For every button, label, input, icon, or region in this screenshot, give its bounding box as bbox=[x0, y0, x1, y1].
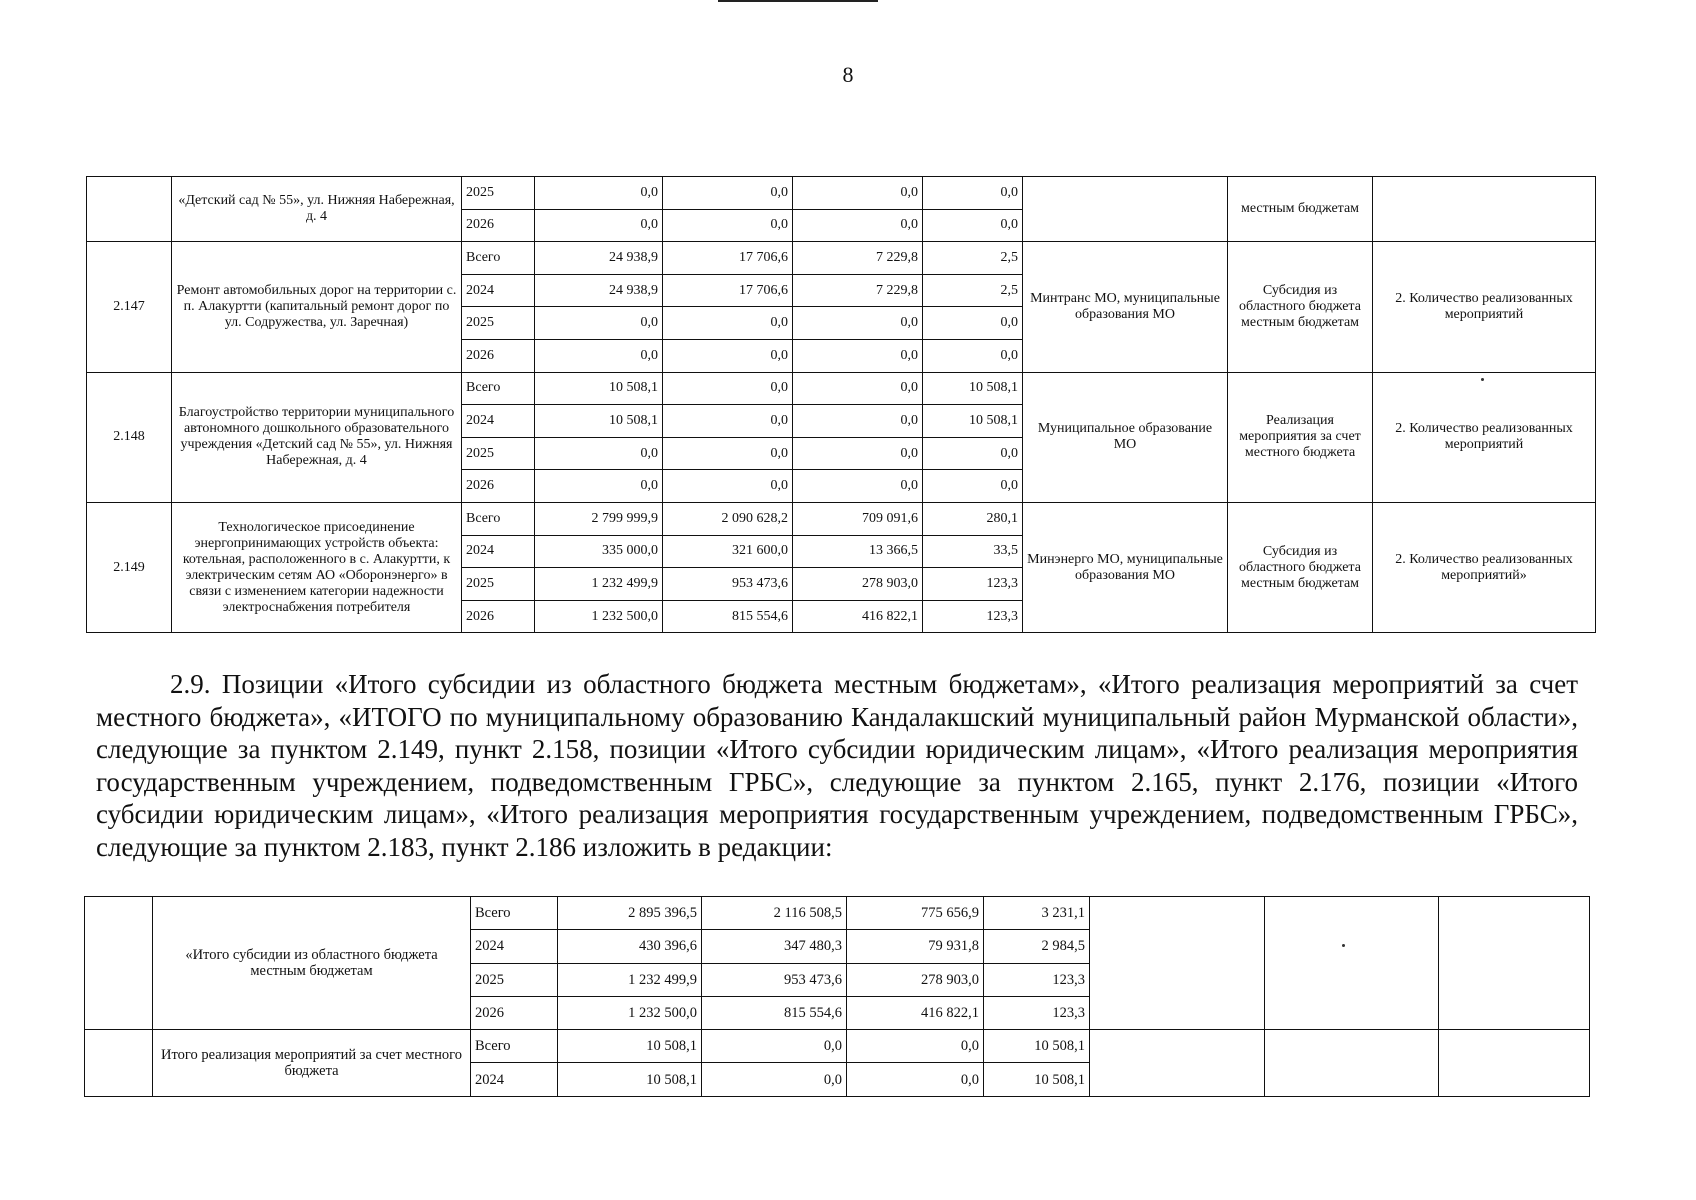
amount-local: 2 984,5 bbox=[984, 930, 1090, 963]
amount-regional: 0,0 bbox=[793, 372, 923, 405]
mechanism-cell: Реализация мероприятия за счет местного бюджета bbox=[1228, 372, 1373, 502]
amount-total: 2 799 999,9 bbox=[535, 502, 663, 535]
year-cell: 2026 bbox=[462, 600, 535, 633]
amount-federal: 953 473,6 bbox=[702, 963, 847, 996]
amount-total: 1 232 499,9 bbox=[558, 963, 702, 996]
amount-total: 1 232 500,0 bbox=[535, 600, 663, 633]
amount-federal: 0,0 bbox=[663, 209, 793, 242]
mechanism-cell: Субсидия из областного бюджета местным бюджетам bbox=[1228, 502, 1373, 632]
amount-regional: 0,0 bbox=[793, 209, 923, 242]
table-row bbox=[85, 897, 1590, 930]
amount-regional: 0,0 bbox=[847, 1030, 984, 1063]
amount-total: 1 232 499,9 bbox=[535, 568, 663, 601]
amount-total: 1 232 500,0 bbox=[558, 996, 702, 1029]
budget-table-continued bbox=[86, 176, 1596, 633]
amount-federal: 347 480,3 bbox=[702, 930, 847, 963]
empty-cell bbox=[1439, 1030, 1590, 1097]
amount-regional: 709 091,6 bbox=[793, 502, 923, 535]
amount-regional: 278 903,0 bbox=[793, 568, 923, 601]
executor-cell: Минтранс МО, муниципальные образования МО bbox=[1023, 242, 1228, 372]
empty-cell bbox=[1090, 897, 1265, 1030]
table-row bbox=[87, 177, 1596, 210]
year-cell: 2026 bbox=[462, 470, 535, 503]
year-cell: Всего bbox=[462, 242, 535, 275]
indicator-cell bbox=[1373, 177, 1596, 242]
year-cell: 2024 bbox=[471, 930, 558, 963]
amount-federal: 0,0 bbox=[702, 1030, 847, 1063]
item-name: Благоустройство территории муниципального автономного дошкольного образовательного учреждения «Детский сад № 55», ул. Нижняя Набережная, д. 4 bbox=[172, 372, 462, 502]
amount-federal: 17 706,6 bbox=[663, 242, 793, 275]
amount-federal: 0,0 bbox=[663, 405, 793, 438]
item-name: Итого реализация мероприятий за счет местного бюджета bbox=[153, 1030, 471, 1097]
executor-cell: Минэнерго МО, муниципальные образования МО bbox=[1023, 502, 1228, 632]
amount-regional: 13 366,5 bbox=[793, 535, 923, 568]
amount-local: 123,3 bbox=[984, 963, 1090, 996]
item-name: Ремонт автомобильных дорог на территории с. п. Алакуртти (капитальный ремонт дорог по ул. Содружества, ул. Заречная) bbox=[172, 242, 462, 372]
amount-regional: 775 656,9 bbox=[847, 897, 984, 930]
amount-local: 10 508,1 bbox=[984, 1030, 1090, 1063]
page-number: 8 bbox=[842, 62, 854, 87]
table-row bbox=[87, 502, 1596, 535]
amount-federal: 815 554,6 bbox=[702, 996, 847, 1029]
amount-regional: 0,0 bbox=[847, 1063, 984, 1096]
amount-regional: 278 903,0 bbox=[847, 963, 984, 996]
amount-regional: 0,0 bbox=[793, 437, 923, 470]
amount-federal: 0,0 bbox=[663, 470, 793, 503]
amount-local: 10 508,1 bbox=[984, 1063, 1090, 1096]
amount-total: 430 396,6 bbox=[558, 930, 702, 963]
amount-regional: 0,0 bbox=[793, 177, 923, 210]
amount-regional: 0,0 bbox=[793, 307, 923, 340]
year-cell: Всего bbox=[462, 502, 535, 535]
indicator-cell: 2. Количество реализованных мероприятий bbox=[1373, 242, 1596, 372]
table-row bbox=[87, 372, 1596, 405]
executor-cell: Муниципальное образование МО bbox=[1023, 372, 1228, 502]
year-cell: 2025 bbox=[462, 568, 535, 601]
amount-regional: 416 822,1 bbox=[847, 996, 984, 1029]
item-number bbox=[87, 177, 172, 242]
amount-local: 123,3 bbox=[923, 600, 1023, 633]
executor-cell bbox=[1023, 177, 1228, 242]
amount-regional: 7 229,8 bbox=[793, 274, 923, 307]
amount-federal: 0,0 bbox=[702, 1063, 847, 1096]
year-cell: Всего bbox=[471, 1030, 558, 1063]
amount-local: 3 231,1 bbox=[984, 897, 1090, 930]
item-number bbox=[85, 897, 153, 1030]
amount-total: 0,0 bbox=[535, 470, 663, 503]
totals-table bbox=[84, 896, 1590, 1097]
amount-total: 10 508,1 bbox=[558, 1063, 702, 1096]
amount-local: 0,0 bbox=[923, 307, 1023, 340]
amount-local: 2,5 bbox=[923, 274, 1023, 307]
empty-cell bbox=[1090, 1030, 1265, 1097]
amount-regional: 7 229,8 bbox=[793, 242, 923, 275]
year-cell: 2024 bbox=[462, 405, 535, 438]
empty-cell bbox=[1265, 1030, 1439, 1097]
amount-local: 123,3 bbox=[984, 996, 1090, 1029]
amount-total: 0,0 bbox=[535, 177, 663, 210]
item-name: Технологическое присоединение энергопринимающих устройств объекта: котельная, расположенного в с. Алакуртти, к электрическим сетям АО «Оборонэнерго» в связи с изменением категории надежности электроснабжения потребителя bbox=[172, 502, 462, 632]
amount-total: 24 938,9 bbox=[535, 242, 663, 275]
item-number: 2.149 bbox=[87, 502, 172, 632]
amount-total: 10 508,1 bbox=[535, 405, 663, 438]
top-rule bbox=[718, 0, 878, 2]
item-number: 2.148 bbox=[87, 372, 172, 502]
year-cell: 2025 bbox=[462, 437, 535, 470]
amount-local: 123,3 bbox=[923, 568, 1023, 601]
amount-local: 33,5 bbox=[923, 535, 1023, 568]
amount-federal: 0,0 bbox=[663, 339, 793, 372]
amount-total: 0,0 bbox=[535, 307, 663, 340]
amount-local: 0,0 bbox=[923, 470, 1023, 503]
table-row bbox=[85, 1030, 1590, 1063]
year-cell: 2026 bbox=[462, 339, 535, 372]
year-cell: 2024 bbox=[462, 535, 535, 568]
year-cell: 2024 bbox=[471, 1063, 558, 1096]
amount-federal: 2 090 628,2 bbox=[663, 502, 793, 535]
indicator-cell: 2. Количество реализованных мероприятий bbox=[1373, 372, 1596, 502]
amount-total: 335 000,0 bbox=[535, 535, 663, 568]
scan-speck bbox=[1342, 944, 1345, 947]
mechanism-cell: Субсидия из областного бюджета местным бюджетам bbox=[1228, 242, 1373, 372]
amendment-paragraph: 2.9. Позиции «Итого субсидии из областного бюджета местным бюджетам», «Итого реализация мероприятий за счет местного бюджета», «ИТОГО по муниципальному образованию Кандалакшский муниципальный район Мурманской области», следующие за пунктом 2.149, пункт 2.158, позиции «Итого субсидии юридическим лицам», «Итого реализация мероприятия государственным учреждением, подведомственным ГРБС», следующие за пунктом 2.165, пункт 2.176, позиции «Итого субсидии юридическим лицам», «Итого реализация мероприятия государственным учреждением, подведомственным ГРБС», следующие за пунктом 2.183, пункт 2.186 изложить в редакции: bbox=[96, 669, 1578, 862]
amount-total: 0,0 bbox=[535, 437, 663, 470]
amount-total: 0,0 bbox=[535, 209, 663, 242]
amount-regional: 416 822,1 bbox=[793, 600, 923, 633]
amount-total: 24 938,9 bbox=[535, 274, 663, 307]
amount-total: 10 508,1 bbox=[535, 372, 663, 405]
amount-local: 10 508,1 bbox=[923, 405, 1023, 438]
amount-total: 10 508,1 bbox=[558, 1030, 702, 1063]
mechanism-cell: местным бюджетам bbox=[1228, 177, 1373, 242]
empty-cell bbox=[1439, 897, 1590, 1030]
amount-regional: 0,0 bbox=[793, 405, 923, 438]
amount-regional: 79 931,8 bbox=[847, 930, 984, 963]
amount-local: 2,5 bbox=[923, 242, 1023, 275]
amount-federal: 953 473,6 bbox=[663, 568, 793, 601]
amount-local: 0,0 bbox=[923, 437, 1023, 470]
scan-speck bbox=[1481, 378, 1484, 381]
year-cell: 2025 bbox=[471, 963, 558, 996]
year-cell: Всего bbox=[462, 372, 535, 405]
amount-local: 280,1 bbox=[923, 502, 1023, 535]
year-cell: 2026 bbox=[471, 996, 558, 1029]
amount-local: 0,0 bbox=[923, 177, 1023, 210]
amount-total: 2 895 396,5 bbox=[558, 897, 702, 930]
year-cell: 2026 bbox=[462, 209, 535, 242]
amount-federal: 2 116 508,5 bbox=[702, 897, 847, 930]
amount-federal: 815 554,6 bbox=[663, 600, 793, 633]
year-cell: Всего bbox=[471, 897, 558, 930]
table-row bbox=[87, 242, 1596, 275]
amount-local: 10 508,1 bbox=[923, 372, 1023, 405]
amount-federal: 17 706,6 bbox=[663, 274, 793, 307]
year-cell: 2024 bbox=[462, 274, 535, 307]
amount-federal: 321 600,0 bbox=[663, 535, 793, 568]
item-number bbox=[85, 1030, 153, 1097]
amount-federal: 0,0 bbox=[663, 307, 793, 340]
amount-total: 0,0 bbox=[535, 339, 663, 372]
amount-regional: 0,0 bbox=[793, 339, 923, 372]
item-name: «Итого субсидии из областного бюджета местным бюджетам bbox=[153, 897, 471, 1030]
item-name: «Детский сад № 55», ул. Нижняя Набережная, д. 4 bbox=[172, 177, 462, 242]
amount-local: 0,0 bbox=[923, 209, 1023, 242]
empty-cell bbox=[1265, 897, 1439, 1030]
year-cell: 2025 bbox=[462, 177, 535, 210]
amount-local: 0,0 bbox=[923, 339, 1023, 372]
amount-regional: 0,0 bbox=[793, 470, 923, 503]
amount-federal: 0,0 bbox=[663, 177, 793, 210]
amount-federal: 0,0 bbox=[663, 372, 793, 405]
year-cell: 2025 bbox=[462, 307, 535, 340]
indicator-cell: 2. Количество реализованных мероприятий» bbox=[1373, 502, 1596, 632]
amount-federal: 0,0 bbox=[663, 437, 793, 470]
item-number: 2.147 bbox=[87, 242, 172, 372]
